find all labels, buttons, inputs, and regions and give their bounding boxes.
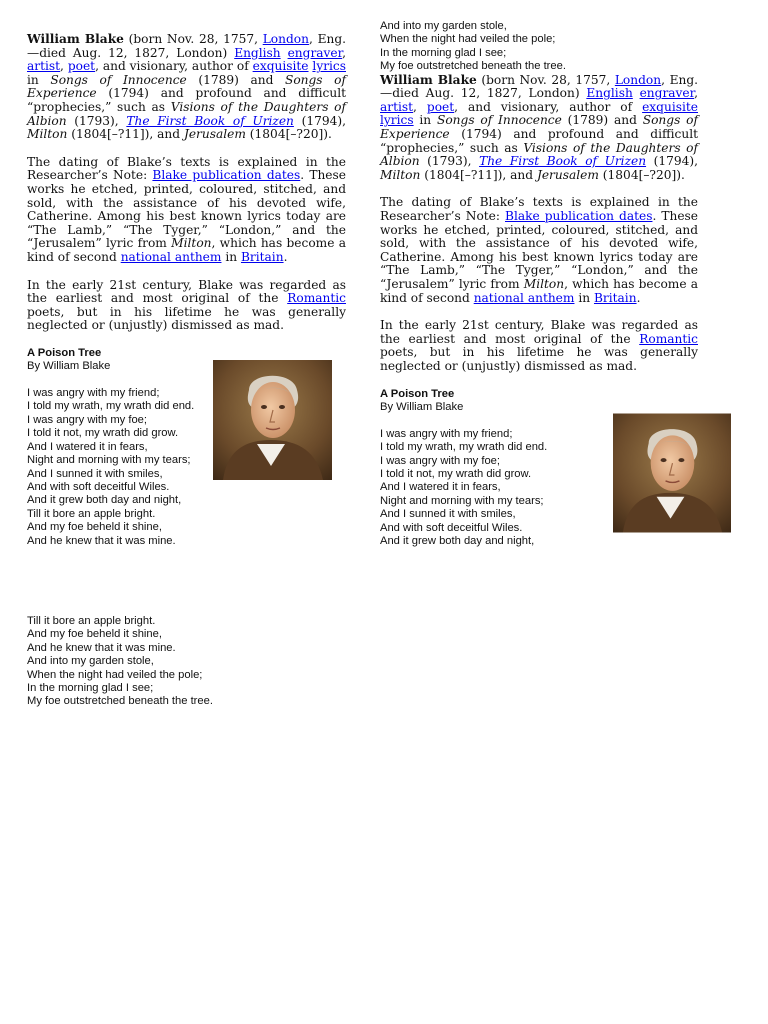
- link-engraver[interactable]: engraver: [639, 86, 695, 101]
- poem-line: I told it not, my wrath did grow.: [380, 467, 532, 480]
- link-lyrics[interactable]: lyrics: [380, 113, 414, 128]
- bio-section-right: [380, 74, 698, 374]
- poem-line: I told my wrath, my wrath did end.: [27, 400, 195, 413]
- link-exquisite[interactable]: exquisite: [252, 59, 309, 74]
- link-poet[interactable]: poet: [67, 59, 96, 74]
- link-urizen[interactable]: The First Book of Urizen: [479, 154, 647, 169]
- link-english[interactable]: English: [586, 86, 633, 101]
- link-romantic[interactable]: Romantic: [287, 291, 346, 306]
- blake-portrait: [213, 360, 332, 480]
- link-britain[interactable]: Britain: [593, 290, 637, 305]
- poem-line: I was angry with my friend;: [380, 427, 513, 440]
- link-engraver[interactable]: engraver: [287, 45, 343, 60]
- poem-line: And into my garden stole,: [380, 20, 507, 32]
- poem-byline: By William Blake: [380, 400, 464, 413]
- poem-line: I was angry with my foe;: [380, 454, 500, 467]
- bio-paragraph-3: In the early 21st century, Blake was regarded as the earliest and most original of the Romantic poets, but in his lifetime he was generally neglected or (unjustly) dismissed as mad.: [380, 318, 698, 373]
- poem-byline: By William Blake: [27, 360, 111, 373]
- poem-line: When the night had veiled the pole;: [27, 668, 203, 681]
- poem-line: And I watered it in fears,: [27, 440, 148, 453]
- poem-line: I was angry with my foe;: [27, 413, 147, 426]
- poem-line: And it grew both day and night,: [27, 494, 182, 507]
- author-name: William Blake: [380, 72, 477, 87]
- bio-paragraph-2: The dating of Blake’s texts is explained in the Researcher’s Note: Blake publication dates. These works he etched, printed, coloured, stitched, and sold, with the assistance of his devoted wife, Catherine. Among his best known lyrics today are “The Lamb,” “The Tyger,” “London,” and the “Jerusalem” lyric from Milton, which has become a kind of second national anthem in Britain.: [380, 195, 698, 305]
- link-publication-dates[interactable]: Blake publication dates: [505, 208, 653, 223]
- poem-continued: [27, 615, 213, 709]
- poem-line: In the morning glad I see;: [380, 46, 507, 59]
- bio-paragraph-1: William Blake (born Nov. 28, 1757, London, Eng.—died Aug. 12, 1827, London) English engraver, artist, poet, and visionary, author of exquisite lyrics in Songs of Innocence (1789) and Songs of Experience (1794) and profound and difficult “prophecies,” such as Visions of the Daughters of Albion (1793), The First Book of Urizen (1794), Milton (1804[–?11]), and Jerusalem (1804[–?20]).: [380, 72, 699, 182]
- link-national-anthem[interactable]: national anthem: [120, 249, 222, 264]
- poem-line: And with soft deceitful Wiles.: [380, 521, 523, 534]
- poem-line: And he knew that it was mine.: [27, 641, 176, 654]
- poem-line: In the morning glad I see;: [27, 682, 154, 695]
- poem-line: Till it bore an apple bright.: [27, 507, 156, 520]
- poem-tail-top: [380, 20, 698, 74]
- link-publication-dates[interactable]: Blake publication dates: [152, 168, 301, 183]
- bio-paragraph-3: In the early 21st century, Blake was regarded as the earliest and most original of the Romantic poets, but in his lifetime he was generally neglected or (unjustly) dismissed as mad.: [27, 277, 346, 333]
- bio-section-left: [27, 33, 346, 333]
- link-english[interactable]: English: [234, 45, 281, 60]
- poem-line: And my foe beheld it shine,: [27, 628, 162, 641]
- link-exquisite[interactable]: exquisite: [642, 99, 698, 114]
- bio-paragraph-2: The dating of Blake’s texts is explained in the Researcher’s Note: Blake publication dates. These works he etched, printed, coloured, stitched, and sold, with the assistance of his devoted wife, Catherine. Among his best known lyrics today are “The Lamb,” “The Tyger,” “London,” and the “Jerusalem” lyric from Milton, which has become a kind of second national anthem in Britain.: [27, 154, 347, 264]
- link-lyrics[interactable]: lyrics: [312, 59, 347, 74]
- poem-line: And I sunned it with smiles,: [380, 508, 516, 521]
- poem-line: My foe outstretched beneath the tree.: [380, 60, 566, 73]
- poem-line: Night and morning with my tears;: [380, 494, 544, 507]
- author-name: William Blake: [27, 32, 124, 46]
- poem-line: And I sunned it with smiles,: [27, 467, 163, 480]
- poem-line: Till it bore an apple bright.: [27, 615, 156, 627]
- poem-line: I told it not, my wrath did grow.: [27, 427, 179, 440]
- poem-line: And I watered it in fears,: [380, 481, 501, 494]
- poem-line: And into my garden stole,: [27, 655, 154, 668]
- link-national-anthem[interactable]: national anthem: [473, 290, 575, 305]
- link-london[interactable]: London: [614, 72, 662, 87]
- poem-line: And with soft deceitful Wiles.: [27, 480, 170, 493]
- link-urizen[interactable]: The First Book of Urizen: [126, 113, 294, 128]
- poem-line: And it grew both day and night,: [380, 534, 535, 547]
- link-london[interactable]: London: [262, 32, 309, 46]
- blake-portrait: [613, 413, 731, 533]
- link-poet[interactable]: poet: [426, 99, 455, 114]
- poem-line: And he knew that it was mine.: [27, 534, 176, 547]
- poem-line: And my foe beheld it shine,: [27, 521, 162, 534]
- link-artist[interactable]: artist: [27, 59, 61, 74]
- poem-title: A Poison Tree: [27, 346, 102, 359]
- link-britain[interactable]: Britain: [240, 249, 284, 264]
- poem-line: I was angry with my friend;: [27, 387, 160, 400]
- link-artist[interactable]: artist: [380, 99, 414, 114]
- poem-line: When the night had veiled the pole;: [380, 33, 556, 46]
- poem-line: I told my wrath, my wrath did end.: [380, 441, 548, 454]
- poem-line: Night and morning with my tears;: [27, 454, 191, 467]
- bio-paragraph-1: William Blake (born Nov. 28, 1757, London, Eng.—died Aug. 12, 1827, London) English engraver, artist, poet, and visionary, author of exquisite lyrics in Songs of Innocence (1789) and Songs of Experience (1794) and profound and difficult “prophecies,” such as Visions of the Daughters of Albion (1793), The First Book of Urizen (1794), Milton (1804[–?11]), and Jerusalem (1804[–?20]).: [27, 32, 347, 142]
- poem-title: A Poison Tree: [380, 387, 455, 400]
- link-romantic[interactable]: Romantic: [639, 331, 698, 346]
- poem-line: My foe outstretched beneath the tree.: [27, 695, 213, 708]
